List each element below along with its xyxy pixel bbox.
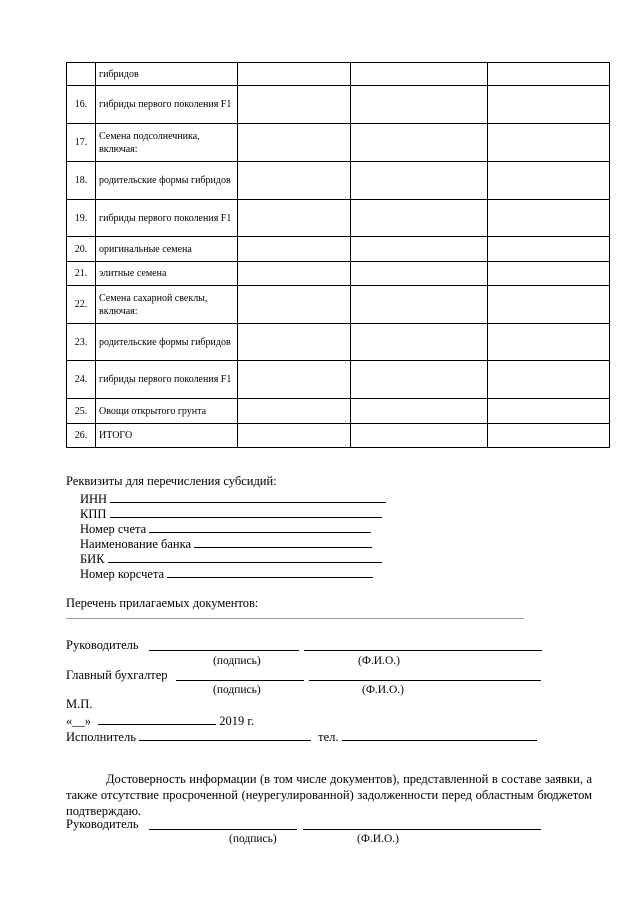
confirmation-fio-caption: (Ф.И.О.) [357, 833, 399, 845]
account-field[interactable] [149, 520, 371, 533]
cell [238, 262, 351, 286]
row-name: гибриды первого поколения F1 [96, 86, 238, 124]
confirmation-text: Достоверность информации (в том числе документов), представленной в составе заявки, а также отсутствие просроченной (неурегулированной) задолженности перед областным бюджетом подтверждаю. [66, 772, 592, 818]
chief-accountant-line [66, 668, 168, 683]
requisites-title: Реквизиты для перечисления субсидий: [66, 474, 277, 488]
row-name: ИТОГО [96, 424, 238, 448]
documents-title: Перечень прилагаемых документов: [66, 596, 259, 610]
cell [351, 424, 488, 448]
head-fio-field[interactable] [304, 650, 542, 651]
row-name: родительские формы гибридов [96, 324, 238, 361]
table-row [67, 200, 610, 237]
row-name: родительские формы гибридов [96, 162, 238, 200]
bik-label: БИК [80, 552, 105, 566]
cell [488, 324, 610, 361]
cell [351, 286, 488, 324]
row-name: Овощи открытого грунта [96, 399, 238, 424]
date-month-field[interactable] [98, 712, 216, 725]
cell [351, 262, 488, 286]
table-row [67, 424, 610, 448]
executor-line [66, 728, 537, 745]
cell [238, 63, 351, 86]
table-row [67, 286, 610, 324]
bik-field[interactable] [108, 550, 382, 563]
row-number: 17. [67, 124, 96, 162]
confirmation-head-line [66, 817, 139, 832]
cell [488, 262, 610, 286]
chief-signature-field[interactable] [176, 680, 304, 681]
chief-signature-caption: (подпись) [213, 684, 261, 696]
cell [238, 86, 351, 124]
row-number [67, 63, 96, 86]
inn-label: ИНН [80, 492, 108, 506]
cell [488, 124, 610, 162]
head-signature-field[interactable] [149, 650, 299, 651]
chief-fio-caption: (Ф.И.О.) [362, 684, 404, 696]
head-fio-caption: (Ф.И.О.) [358, 655, 400, 667]
table-row [67, 399, 610, 424]
confirmation-fio-field[interactable] [303, 829, 541, 830]
cell [351, 324, 488, 361]
cell [488, 286, 610, 324]
account-label: Номер счета [80, 522, 147, 536]
corr-account-field[interactable] [167, 565, 373, 578]
row-name: гибриды первого поколения F1 [96, 361, 238, 399]
date-year: 2019 г. [219, 714, 255, 728]
cell [488, 424, 610, 448]
row-number: 26. [67, 424, 96, 448]
crops-table [66, 62, 610, 448]
table-row [67, 63, 610, 86]
row-number: 19. [67, 200, 96, 237]
cell [238, 361, 351, 399]
inn-field[interactable] [110, 490, 386, 503]
cell [351, 63, 488, 86]
documents-field[interactable] [66, 618, 524, 619]
row-name: гибриды первого поколения F1 [96, 200, 238, 237]
row-name: элитные семена [96, 262, 238, 286]
cell [488, 200, 610, 237]
cell [488, 399, 610, 424]
cell [351, 237, 488, 262]
cell [351, 162, 488, 200]
table-row [67, 124, 610, 162]
row-number: 16. [67, 86, 96, 124]
cell [488, 63, 610, 86]
table-row [67, 324, 610, 361]
row-number: 23. [67, 324, 96, 361]
chief-fio-field[interactable] [309, 680, 541, 681]
table-row [67, 237, 610, 262]
head-signature-caption: (подпись) [213, 655, 261, 667]
cell [238, 286, 351, 324]
kpp-label: КПП [80, 507, 107, 521]
table-row [67, 162, 610, 200]
row-name: гибридов [96, 63, 238, 86]
cell [238, 124, 351, 162]
cell [488, 86, 610, 124]
cell [351, 361, 488, 399]
stamp-place: М.П. [66, 697, 93, 711]
row-number: 24. [67, 361, 96, 399]
row-name: Семена сахарной свеклы, включая: [96, 286, 238, 324]
date-line [66, 712, 254, 729]
cell [238, 324, 351, 361]
cell [238, 162, 351, 200]
executor-label: Исполнитель [66, 730, 136, 744]
row-name: Семена подсолнечника, включая: [96, 124, 238, 162]
row-number: 21. [67, 262, 96, 286]
phone-label: тел. [318, 730, 339, 744]
cell [488, 237, 610, 262]
cell [488, 162, 610, 200]
table-row [67, 86, 610, 124]
head-line [66, 638, 139, 653]
row-number: 22. [67, 286, 96, 324]
bank-label: Наименование банка [80, 537, 192, 551]
table-row [67, 262, 610, 286]
cell [488, 361, 610, 399]
row-number: 20. [67, 237, 96, 262]
bank-field[interactable] [194, 535, 372, 548]
confirmation-signature-caption: (подпись) [229, 833, 277, 845]
cell [351, 399, 488, 424]
chief-accountant-label: Главный бухгалтер [66, 668, 168, 682]
confirmation-signature-field[interactable] [149, 829, 297, 830]
row-number: 25. [67, 399, 96, 424]
executor-field[interactable] [139, 728, 311, 741]
cell [238, 237, 351, 262]
cell [351, 124, 488, 162]
row-name: оригинальные семена [96, 237, 238, 262]
cell [238, 399, 351, 424]
date-day: «__» [66, 714, 91, 728]
cell [351, 200, 488, 237]
cell [238, 424, 351, 448]
row-number: 18. [67, 162, 96, 200]
cell [238, 200, 351, 237]
corr-account-line [80, 565, 373, 582]
confirmation-head-label: Руководитель [66, 817, 139, 831]
phone-field[interactable] [342, 728, 537, 741]
cell [351, 86, 488, 124]
kpp-field[interactable] [110, 505, 382, 518]
corr-account-label: Номер корсчета [80, 567, 165, 581]
head-label: Руководитель [66, 638, 139, 652]
table-row [67, 361, 610, 399]
